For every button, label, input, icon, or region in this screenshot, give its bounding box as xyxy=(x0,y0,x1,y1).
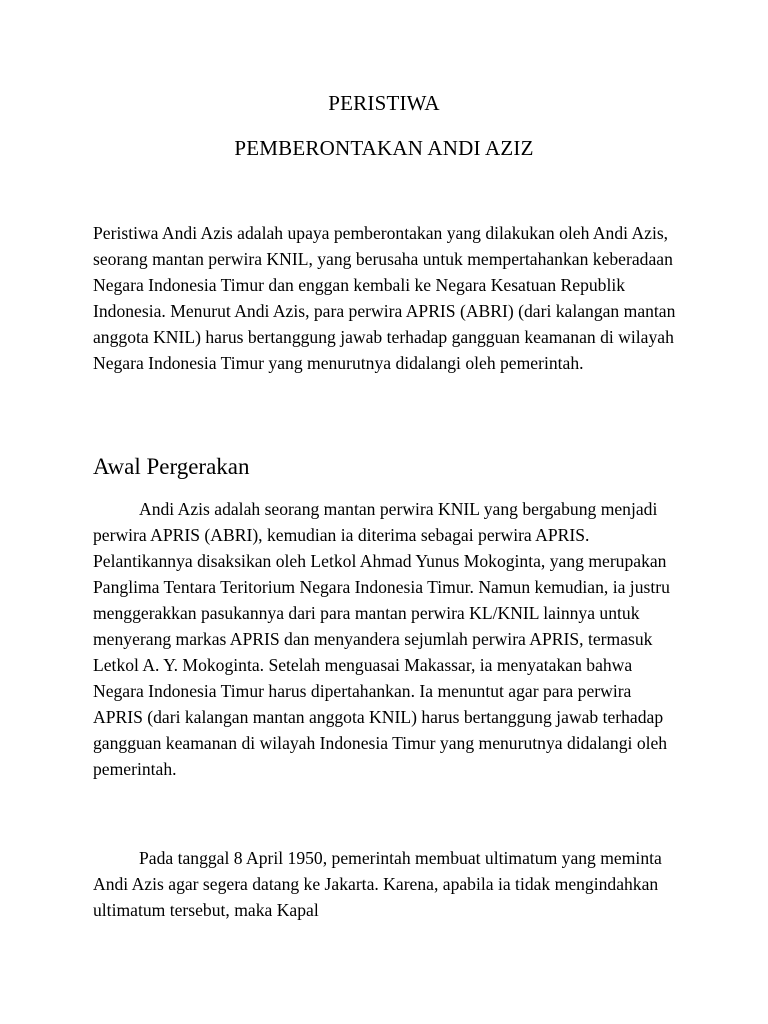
document-title-line-2: PEMBERONTAKAN ANDI AZIZ xyxy=(234,136,534,160)
document-title-line-1: PERISTIWA xyxy=(328,91,440,115)
body-paragraph-2: Pada tanggal 8 April 1950, pemerintah membuat ultimatum yang meminta Andi Azis agar segera datang ke Jakarta. Karena, apabila ia tidak mengindahkan ultimatum tersebut, maka Kapal xyxy=(93,848,662,920)
section-heading: Awal Pergerakan xyxy=(93,454,250,479)
intro-paragraph: Peristiwa Andi Azis adalah upaya pemberontakan yang dilakukan oleh Andi Azis, seorang mantan perwira KNIL, yang berusaha untuk mempertahankan keberadaan Negara Indonesia Timur dan enggan kembali ke Negara Kesatuan Republik Indonesia. Menurut Andi Azis, para perwira APRIS (ABRI) (dari kalangan mantan anggota KNIL) harus bertanggung jawab terhadap gangguan keamanan di wilayah Negara Indonesia Timur yang menurutnya didalangi oleh pemerintah. xyxy=(93,223,676,373)
body-paragraph-1: Andi Azis adalah seorang mantan perwira KNIL yang bergabung menjadi perwira APRIS (ABRI), kemudian ia diterima sebagai perwira APRIS. Pelantikannya disaksikan oleh Letkol Ahmad Yunus Mokoginta, yang merupakan Panglima Tentara Teritorium Negara Indonesia Timur. Namun kemudian, ia justru menggerakkan pasukannya dari para mantan perwira KL/KNIL lainnya untuk menyerang markas APRIS dan menyandera sejumlah perwira APRIS, termasuk Letkol A. Y. Mokoginta. Setelah menguasai Makassar, ia menyatakan bahwa Negara Indonesia Timur harus dipertahankan. Ia menuntut agar para perwira APRIS (dari kalangan mantan anggota KNIL) harus bertanggung jawab terhadap gangguan keamanan di wilayah Indonesia Timur yang menurutnya didalangi oleh pemerintah. xyxy=(93,499,670,779)
